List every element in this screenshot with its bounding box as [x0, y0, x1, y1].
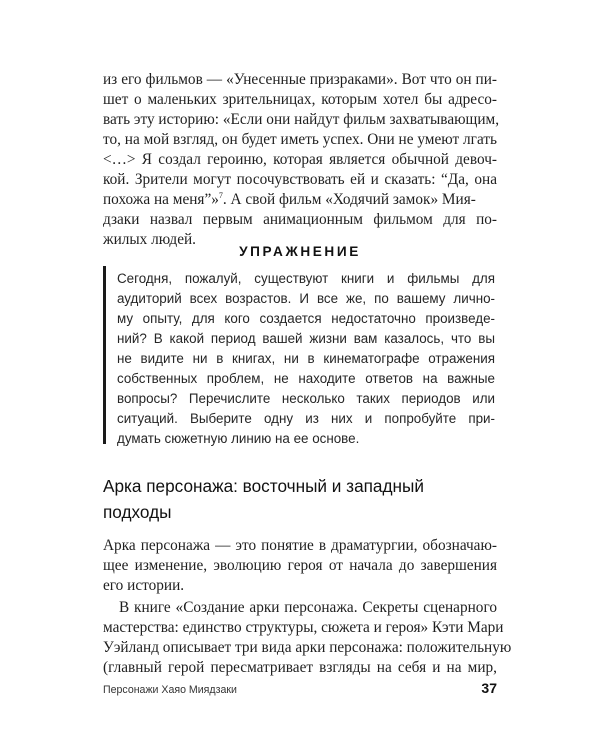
exercise-line: собственных проблем, не находите ответов на важные	[117, 371, 495, 386]
running-title: Персонажи Хаяо Миядзаки	[103, 684, 237, 696]
exercise-sidebar-rule	[103, 266, 106, 444]
page-number: 37	[481, 680, 497, 696]
exercise-title: УПРАЖНЕНИЕ	[239, 244, 361, 259]
exercise-line: ний? В какой период вашей жизни вам казалось, что вы	[117, 331, 495, 346]
text-line: Уэйланд описывает три вида арки персонажа: положительную	[103, 639, 512, 656]
text-line: В книге «Создание арки персонажа. Секреты сценарного	[119, 599, 497, 616]
text-line: жилых людей.	[103, 231, 197, 248]
exercise-line: не видите ни в книгах, ни в кинематографе отражения	[117, 351, 495, 366]
text-line: дзаки назвал первым анимационным фильмом для по-	[103, 211, 497, 228]
section-heading-line: подходы	[103, 502, 172, 522]
text-fragment: . А свой фильм «Ходячий замок» Мия-	[222, 191, 476, 208]
text-line: шет о маленьких зрительницах, которым хотел бы адресо-	[103, 91, 497, 108]
text-line: вать эту историю: «Если они найдут фильм захватывающим,	[103, 111, 500, 128]
text-line: то, на мой взгляд, он будет иметь успех. Они не умеют лгать	[103, 131, 497, 148]
exercise-line: думать сюжетную линию на ее основе.	[117, 431, 360, 446]
text-line: <…> Я создал героиню, которая является обычной девоч-	[103, 151, 497, 168]
exercise-line: аудиторий всех возрастов. И все же, по вашему лично-	[117, 291, 495, 306]
text-line: мастерства: единство структуры, сюжета и героя» Кэти Мари	[103, 619, 504, 636]
footnote-marker[interactable]: 7	[218, 190, 223, 200]
text-line: кой. Зрители могут посочувствовать ей и сказать: “Да, она	[103, 171, 497, 188]
text-line: его истории.	[103, 577, 185, 594]
text-line	[103, 190, 476, 210]
text-line: из его фильмов — «Унесенные призраками». Вот что он пи-	[103, 71, 497, 88]
text-fragment: похожа на меня”»	[103, 191, 219, 208]
text-line: (главный герой пересматривает взгляды на себя и на мир,	[103, 659, 497, 676]
exercise-line: ситуаций. Выберите одну из них и попробуйте при-	[117, 411, 495, 426]
exercise-line: вопросы? Перечислите несколько таких периодов или	[117, 391, 495, 406]
text-line: Арка персонажа — это понятие в драматургии, обозначаю-	[103, 537, 497, 554]
exercise-line: Сегодня, пожалуй, существуют книги и фильмы для	[117, 271, 495, 286]
text-line: щее изменение, эволюцию героя от начала до завершения	[103, 557, 497, 574]
exercise-line: му опыту, для кого создается недостаточно произведе-	[117, 311, 495, 326]
section-heading-line: Арка персонажа: восточный и западный	[103, 476, 424, 496]
